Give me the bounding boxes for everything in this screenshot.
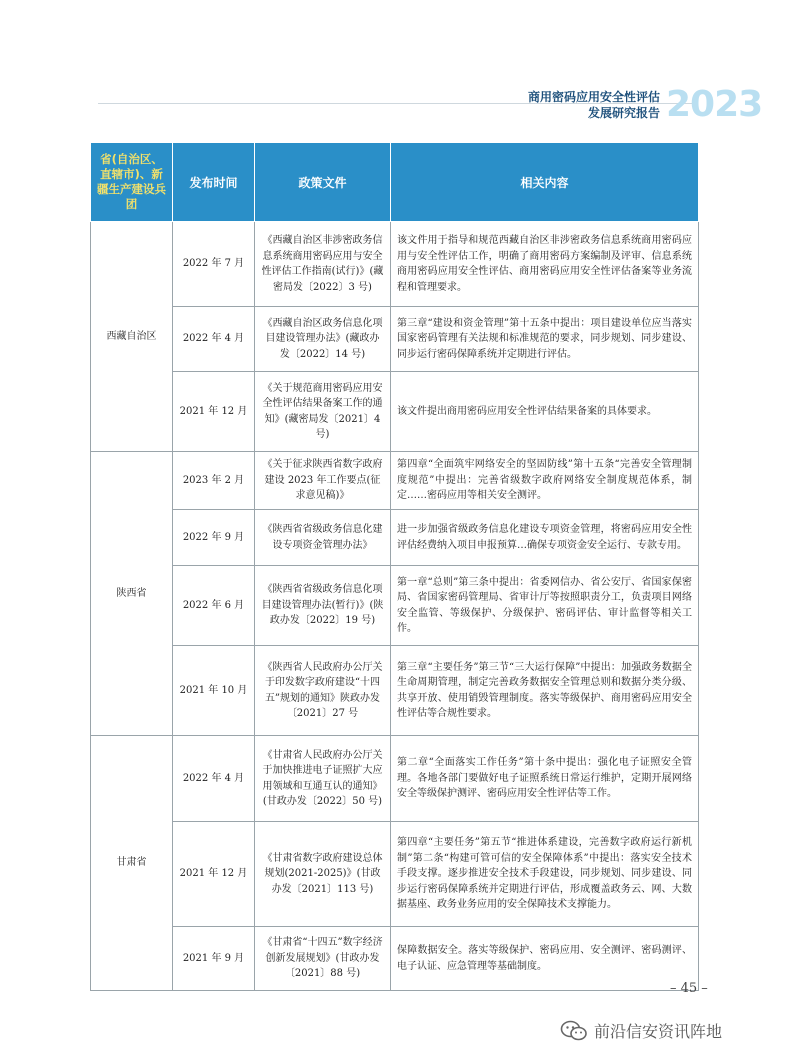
doc-cell: 《西藏自治区非涉密政务信息系统商用密码应用与安全性评估工作指南(试行)》(藏密局发〔2022〕3 号) — [255, 222, 391, 307]
time-cell: 2021 年 12 月 — [173, 372, 255, 452]
doc-cell: 《关于规范商用密码应用安全性评估结果备案工作的通知》(藏密局发〔2021〕4 号) — [255, 372, 391, 452]
report-title-line2: 发展研究报告 — [587, 106, 660, 120]
table-row — [91, 822, 699, 927]
report-title — [520, 89, 660, 121]
report-title-line1: 商用密码应用安全性评估 — [527, 90, 660, 104]
content-cell: 保障数据安全。落实等级保护、密码应用、安全测评、密码测评、电子认证、应急管理等基础制度。 — [391, 927, 699, 991]
table-row — [91, 736, 699, 822]
time-cell: 2022 年 4 月 — [173, 736, 255, 822]
doc-cell: 《陕西省省级政务信息化项目建设管理办法(暂行)》(陕政办发〔2022〕19 号) — [255, 566, 391, 646]
time-cell: 2022 年 4 月 — [173, 307, 255, 372]
content-cell: 进一步加强省级政务信息化建设专项资金管理，将密码应用安全性评估经费纳入项目申报预算…确保专项资金安全运行、专款专用。 — [391, 510, 699, 566]
province-cell: 陕西省 — [91, 452, 173, 736]
watermark-text: 前沿信安资讯阵地 — [594, 1022, 723, 1041]
col-header-province: 省(自治区、直辖市)、新疆生产建设兵团 — [91, 143, 173, 222]
table-row — [91, 307, 699, 372]
time-cell: 2023 年 2 月 — [173, 452, 255, 510]
time-cell: 2021 年 9 月 — [173, 927, 255, 991]
content-cell: 第三章“建设和资金管理”第十五条中提出：项目建设单位应当落实国家密码管理有关法规和标准规范的要求，同步规划、同步建设、同步运行密码保障系统并定期进行评估。 — [391, 307, 699, 372]
doc-cell: 《关于征求陕西省数字政府建设 2023 年工作要点(征求意见稿)》 — [255, 452, 391, 510]
table-row — [91, 452, 699, 510]
table-row — [91, 372, 699, 452]
doc-cell: 《陕西省省级政务信息化建设专项资金管理办法》 — [255, 510, 391, 566]
content-cell: 该文件用于指导和规范西藏自治区非涉密政务信息系统商用密码应用与安全性评估工作，明确了商用密码方案编制及评审、信息系统商用密码应用安全性评估、商用密码应用安全性评估备案等业务流程和管理要求。 — [391, 222, 699, 307]
col-header-time: 发布时间 — [173, 143, 255, 222]
time-cell: 2022 年 9 月 — [173, 510, 255, 566]
content-cell: 第二章“全面落实工作任务”第十条中提出：强化电子证照安全管理。各地各部门要做好电子证照系统日常运行维护，定期开展网络安全等级保护测评、密码应用安全性评估等工作。 — [391, 736, 699, 822]
table-row — [91, 222, 699, 307]
content-cell: 第一章“总则”第三条中提出：省委网信办、省公安厅、省国家保密局、省国家密码管理局、省审计厅等按照职责分工，负责项目网络安全监管、等级保护、分级保护、密码评估、审计监督等相关工作。 — [391, 566, 699, 646]
table-row — [91, 510, 699, 566]
table-row — [91, 566, 699, 646]
page-number: – 45 – — [670, 981, 708, 996]
content-cell: 该文件提出商用密码应用安全性评估结果备案的具体要求。 — [391, 372, 699, 452]
doc-cell: 《甘肃省“十四五”数字经济创新发展规划》(甘政办发〔2021〕88 号) — [255, 927, 391, 991]
table-header-row — [91, 143, 699, 222]
time-cell: 2021 年 10 月 — [173, 646, 255, 736]
doc-cell: 《陕西省人民政府办公厅关于印发数字政府建设“十四五”规划的通知》陕政办发〔2021〕27 号 — [255, 646, 391, 736]
time-cell: 2022 年 7 月 — [173, 222, 255, 307]
policy-table — [90, 142, 699, 991]
province-cell: 甘肃省 — [91, 736, 173, 991]
table-row — [91, 927, 699, 991]
content-cell: 第四章“主要任务”第五节“推进体系建设，完善数字政府运行新机制”第二条“构建可管可信的安全保障体系”中提出：落实安全技术手段支撑。逐步推进安全技术手段建设，同步规划、同步建设、同步运行密码保障系统并定期进行评估，形成覆盖政务云、网、大数据基座、政务业务应用的安全保障技术支撑能力。 — [391, 822, 699, 927]
content-cell: 第四章“全面筑牢网络安全的坚固防线”第十五条“完善安全管理制度规范”中提出：完善省级数字政府网络安全制度规范体系，制定……密码应用等相关安全测评。 — [391, 452, 699, 510]
table-row — [91, 646, 699, 736]
report-year: 2023 — [666, 84, 763, 125]
wechat-icon — [560, 1020, 588, 1042]
doc-cell: 《西藏自治区政务信息化项目建设管理办法》(藏政办发〔2022〕14 号) — [255, 307, 391, 372]
time-cell: 2022 年 6 月 — [173, 566, 255, 646]
time-cell: 2021 年 12 月 — [173, 822, 255, 927]
col-header-doc: 政策文件 — [255, 143, 391, 222]
content-cell: 第三章“主要任务”第三节“三大运行保障”中提出：加强政务数据全生命周期管理，制定完善政务数据安全管理总则和数据分类分级、共享开放、使用销毁管理制度。落实等级保护、商用密码应用安全性评估等合规性要求。 — [391, 646, 699, 736]
doc-cell: 《甘肃省数字政府建设总体规划(2021-2025)》(甘政办发〔2021〕113 号) — [255, 822, 391, 927]
col-header-content: 相关内容 — [391, 143, 699, 222]
province-cell: 西藏自治区 — [91, 222, 173, 452]
doc-cell: 《甘肃省人民政府办公厅关于加快推进电子证照扩大应用领域和互通互认的通知》(甘政办发〔2022〕50 号) — [255, 736, 391, 822]
watermark — [560, 1019, 722, 1042]
